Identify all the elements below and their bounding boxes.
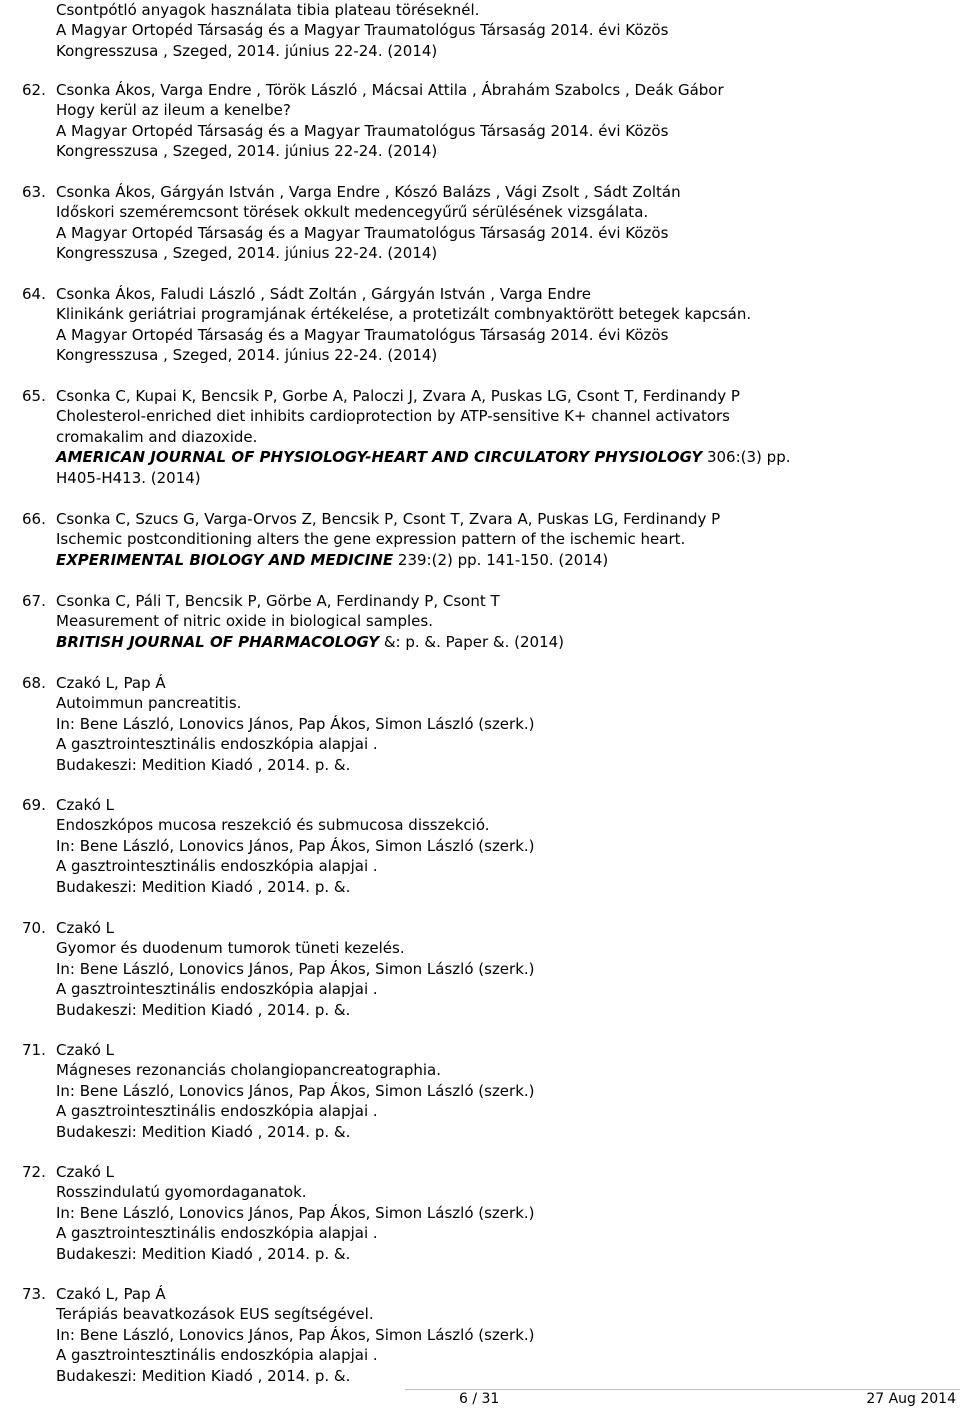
entry-book: A gasztrointesztinális endoszkópia alapjai . bbox=[56, 1346, 378, 1365]
journal-ref: &: p. &. Paper &. (2014) bbox=[379, 632, 565, 651]
entry-editors: In: Bene László, Lonovics János, Pap Ákos, Simon László (szerk.) bbox=[56, 714, 535, 733]
continued-entry bbox=[56, 0, 668, 61]
entry-publisher: Budakeszi: Medition Kiadó , 2014. p. &. bbox=[56, 1244, 351, 1263]
entry-authors: Czakó L bbox=[56, 1163, 114, 1181]
entry-editors: In: Bene László, Lonovics János, Pap Ákos, Simon László (szerk.) bbox=[56, 1325, 535, 1344]
entry-title: Terápiás beavatkozások EUS segítségével. bbox=[56, 1305, 374, 1324]
entry-title: cromakalim and diazoxide. bbox=[56, 427, 258, 446]
entry-authors: Czakó L, Pap Á bbox=[56, 674, 166, 692]
journal-ref: 239:(2) pp. 141-150. (2014) bbox=[393, 550, 609, 569]
entry-title: Gyomor és duodenum tumorok tüneti kezelés. bbox=[56, 939, 405, 958]
entry-title: Rosszindulatú gyomordaganatok. bbox=[56, 1183, 307, 1202]
entry-publisher: Budakeszi: Medition Kiadó , 2014. p. &. bbox=[56, 755, 351, 774]
entry-source: A Magyar Ortopéd Társaság és a Magyar Traumatológus Társaság 2014. évi Közös bbox=[56, 325, 669, 344]
entry-number: 64. bbox=[22, 285, 46, 303]
journal-name: BRITISH JOURNAL OF PHARMACOLOGY bbox=[56, 632, 380, 651]
entry-authors: Csonka Ákos, Varga Endre , Török László , Mácsai Attila , Ábrahám Szabolcs , Deák Gábor bbox=[56, 81, 724, 99]
entry-publisher: Budakeszi: Medition Kiadó , 2014. p. &. bbox=[56, 877, 351, 896]
entry-editors: In: Bene László, Lonovics János, Pap Ákos, Simon László (szerk.) bbox=[56, 959, 535, 978]
entry-authors: Csonka C, Páli T, Bencsik P, Görbe A, Ferdinandy P, Csont T bbox=[56, 592, 500, 610]
entry-source: Kongresszusa , Szeged, 2014. június 22-24. (2014) bbox=[56, 142, 438, 161]
entry-book: A gasztrointesztinális endoszkópia alapjai . bbox=[56, 1224, 378, 1243]
entry-title: Ischemic postconditioning alters the gene expression pattern of the ischemic heart. bbox=[56, 530, 686, 549]
entry-number: 65. bbox=[22, 387, 46, 405]
entry-number: 72. bbox=[22, 1163, 46, 1181]
entry-number: 70. bbox=[22, 919, 46, 937]
entry-title: Mágneses rezonanciás cholangiopancreatographia. bbox=[56, 1061, 442, 1080]
journal-ref: H405-H413. (2014) bbox=[56, 468, 201, 487]
entry-publisher: Budakeszi: Medition Kiadó , 2014. p. &. bbox=[56, 1122, 351, 1141]
entry-authors: Csonka C, Kupai K, Bencsik P, Gorbe A, Paloczi J, Zvara A, Puskas LG, Csont T, Ferdinandy P bbox=[56, 387, 740, 405]
entry-publisher: Budakeszi: Medition Kiadó , 2014. p. &. bbox=[56, 1366, 351, 1385]
journal-ref: 306:(3) pp. bbox=[702, 448, 791, 467]
entry-source: A Magyar Ortopéd Társaság és a Magyar Traumatológus Társaság 2014. évi Közös bbox=[56, 223, 669, 242]
page-footer bbox=[0, 1389, 960, 1409]
entry-editors: In: Bene László, Lonovics János, Pap Ákos, Simon László (szerk.) bbox=[56, 1203, 535, 1222]
entry-title: Klinikánk geriátriai programjának értékelése, a protetizált combnyaktörött betegek kapcsán. bbox=[56, 305, 752, 324]
entry-source: Kongresszusa , Szeged, 2014. június 22-24. (2014) bbox=[56, 346, 438, 365]
entry-number: 62. bbox=[22, 81, 46, 99]
entry-line: Csontpótló anyagok használata tibia plateau töréseknél. bbox=[56, 1, 480, 19]
entry-title: Autoimmun pancreatitis. bbox=[56, 694, 242, 713]
entry-number: 69. bbox=[22, 796, 46, 814]
entry-title: Hogy kerül az ileum a kenelbe? bbox=[56, 101, 291, 120]
entry-title: Measurement of nitric oxide in biological samples. bbox=[56, 612, 433, 631]
page-number: 6 / 31 bbox=[459, 1391, 500, 1407]
entry-authors: Czakó L bbox=[56, 919, 114, 937]
entry-authors: Czakó L bbox=[56, 1041, 114, 1059]
entry-line: Kongresszusa , Szeged, 2014. június 22-24. (2014) bbox=[56, 41, 438, 60]
entry-book: A gasztrointesztinális endoszkópia alapjai . bbox=[56, 1102, 378, 1121]
entry-authors: Csonka C, Szucs G, Varga-Orvos Z, Bencsik P, Csont T, Zvara A, Puskas LG, Ferdinandy P bbox=[56, 510, 721, 528]
entry-number: 73. bbox=[22, 1285, 46, 1303]
entry-number: 71. bbox=[22, 1041, 46, 1059]
entry-editors: In: Bene László, Lonovics János, Pap Ákos, Simon László (szerk.) bbox=[56, 836, 535, 855]
entry-source: Kongresszusa , Szeged, 2014. június 22-24. (2014) bbox=[56, 244, 438, 263]
entry-authors: Csonka Ákos, Faludi László , Sádt Zoltán , Gárgyán István , Varga Endre bbox=[56, 285, 591, 303]
entry-number: 68. bbox=[22, 674, 46, 692]
entry-authors: Czakó L bbox=[56, 796, 114, 814]
journal-name: AMERICAN JOURNAL OF PHYSIOLOGY-HEART AND CIRCULATORY PHYSIOLOGY bbox=[56, 448, 703, 467]
entry-editors: In: Bene László, Lonovics János, Pap Ákos, Simon László (szerk.) bbox=[56, 1081, 535, 1100]
entry-source bbox=[56, 632, 956, 652]
entry-title: Időskori szeméremcsont törések okkult medencegyűrű sérülésének vizsgálata. bbox=[56, 203, 649, 222]
entry-book: A gasztrointesztinális endoszkópia alapjai . bbox=[56, 735, 378, 754]
entry-publisher: Budakeszi: Medition Kiadó , 2014. p. &. bbox=[56, 1000, 351, 1019]
entry-source bbox=[56, 550, 956, 570]
entry-number: 63. bbox=[22, 183, 46, 201]
footer-divider bbox=[405, 1389, 960, 1390]
entry-authors: Csonka Ákos, Gárgyán István , Varga Endre , Kószó Balázs , Vági Zsolt , Sádt Zoltán bbox=[56, 183, 681, 201]
entry-title: Endoszkópos mucosa reszekció és submucosa disszekció. bbox=[56, 816, 490, 835]
entry-source: A Magyar Ortopéd Társaság és a Magyar Traumatológus Társaság 2014. évi Közös bbox=[56, 121, 669, 140]
entry-authors: Czakó L, Pap Á bbox=[56, 1285, 166, 1303]
entry-line: A Magyar Ortopéd Társaság és a Magyar Traumatológus Társaság 2014. évi Közös bbox=[56, 21, 669, 40]
entry-title: Cholesterol-enriched diet inhibits cardioprotection by ATP-sensitive K+ channel activators bbox=[56, 407, 730, 426]
journal-name: EXPERIMENTAL BIOLOGY AND MEDICINE bbox=[56, 550, 394, 569]
entry-number: 67. bbox=[22, 592, 46, 610]
entry-source bbox=[56, 447, 956, 467]
entry-book: A gasztrointesztinális endoszkópia alapjai . bbox=[56, 857, 378, 876]
footer-date: 27 Aug 2014 bbox=[866, 1391, 956, 1407]
entry-number: 66. bbox=[22, 510, 46, 528]
entry-book: A gasztrointesztinális endoszkópia alapjai . bbox=[56, 980, 378, 999]
